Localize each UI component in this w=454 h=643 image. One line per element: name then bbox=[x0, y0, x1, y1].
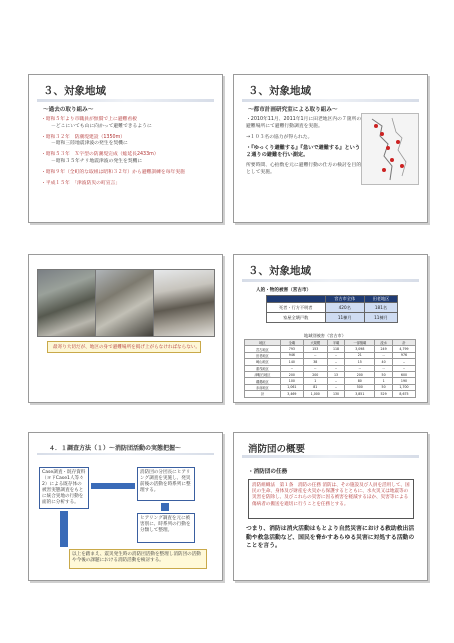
slide-5 bbox=[28, 432, 223, 581]
table-cell: 40 bbox=[375, 359, 393, 365]
table-cell: 529 bbox=[375, 391, 393, 397]
table-cell: 140 bbox=[280, 359, 303, 365]
table-cell: 1,700 bbox=[392, 384, 415, 390]
table-header: 一部損壊 bbox=[345, 340, 375, 346]
list-item: ・平成１５年 「津波防災の町宣言」 bbox=[41, 180, 121, 186]
title-underline bbox=[242, 279, 419, 282]
list-item: ・昭和５年より市職員が無償で上に避難看板 －どこにいても山に向かって避難できるように bbox=[41, 117, 152, 129]
list-item: ・昭和３２年 防潮堤建設（1350m） －昭和三陸地震津波の発生を契機に bbox=[41, 134, 128, 147]
slide-title: ４．１調査方法（１）～消防団活動の実態把握～ bbox=[49, 445, 182, 452]
table-cell: -- bbox=[392, 359, 415, 365]
slide-3 bbox=[28, 254, 223, 403]
method-conclusion-box: 以上を踏まえ、震災発生時の消防団活動を整理し消防団の活動や今後の課題における消防活動を検討する。 bbox=[69, 549, 207, 569]
table-cell: 200 bbox=[345, 371, 375, 377]
table-cell: 8,675 bbox=[392, 391, 415, 397]
list-item: →１０３名の協力が得られた。 bbox=[246, 134, 313, 140]
arrow-down-icon bbox=[60, 511, 68, 547]
table-cell: 50 bbox=[375, 371, 393, 377]
slide-title: ３、対象地域 bbox=[248, 265, 311, 277]
photo-caption: 最寄り大切だが、地区の身で避難場所を掲げ上がらなければならない。 bbox=[47, 341, 201, 353]
title-underline bbox=[37, 99, 214, 102]
slide-1 bbox=[28, 74, 223, 223]
research-list bbox=[246, 117, 363, 181]
table-cell: 100 bbox=[280, 378, 303, 384]
table-cell: 1,061 bbox=[280, 384, 303, 390]
table-cell: 80 bbox=[345, 378, 375, 384]
table-header: 大規模 bbox=[303, 340, 327, 346]
table-cell: 崎山地区 bbox=[245, 359, 281, 365]
slide-subtitle: ～過去の取り組み～ bbox=[43, 107, 94, 113]
list-item: ・昭和９年（全町的な取組は昭和３２年）から避難訓練を毎年実施 bbox=[41, 169, 185, 175]
table-cell: -- bbox=[280, 365, 303, 371]
table-header: 田老地区 bbox=[364, 296, 397, 303]
slide-title: ３、対象地域 bbox=[43, 85, 106, 97]
table-cell: 3,469 bbox=[280, 391, 303, 397]
table-cell: 946 bbox=[280, 352, 303, 358]
table-cell: 13 bbox=[327, 371, 345, 377]
bullet-heading: ・消防団の任務 bbox=[248, 469, 288, 475]
table-cell: 118 bbox=[327, 346, 345, 352]
table-cell: 81 bbox=[303, 384, 327, 390]
table-header: 宮古市全体 bbox=[325, 296, 364, 303]
table-cell: -- bbox=[327, 384, 345, 390]
table-cell: 3,098 bbox=[345, 346, 375, 352]
table-cell: -- bbox=[375, 365, 393, 371]
list-item: ・2010年11月、2011年1月に田老地区内の７箇所の避難場所にて避難行動調査を実施。 bbox=[246, 117, 362, 129]
table-cell: 宮古地区 bbox=[245, 346, 281, 352]
slide-subtitle: ～都市計画研究室による取り組み～ bbox=[248, 107, 338, 113]
table-cell: 500 bbox=[345, 384, 375, 390]
table-cell: 976 bbox=[392, 352, 415, 358]
title-underline bbox=[242, 455, 419, 458]
table-header: 全壊 bbox=[280, 340, 303, 346]
table-header: 計 bbox=[392, 340, 415, 346]
photo-snowy-hill bbox=[153, 269, 215, 337]
list-item: ・『ゆっくり避難する』『急いで避難する』という２通りの避難を行い測定。 bbox=[246, 145, 361, 159]
table-cell: 3,851 bbox=[345, 391, 375, 397]
table-cell: 1 bbox=[375, 378, 393, 384]
table-cell: 21 bbox=[345, 352, 375, 358]
slide-6 bbox=[233, 432, 428, 581]
arrow-down-icon bbox=[161, 503, 169, 511]
table-header bbox=[267, 296, 326, 303]
table-cell: 200 bbox=[303, 371, 327, 377]
table-row bbox=[245, 391, 416, 397]
table-cell: -- bbox=[345, 365, 375, 371]
title-underline bbox=[242, 99, 419, 102]
damage-summary-table bbox=[266, 295, 398, 323]
table-cell: 249 bbox=[375, 346, 393, 352]
table-cell: 津軽石地区 bbox=[245, 371, 281, 377]
table-cell: -- bbox=[327, 365, 345, 371]
table-cell: -- bbox=[327, 352, 345, 358]
table-cell: 15 bbox=[345, 359, 375, 365]
table-title: 地域別被害（宮古市） bbox=[304, 333, 346, 338]
history-list bbox=[41, 117, 212, 191]
slide-title: ３、対象地域 bbox=[248, 85, 311, 97]
slide-2 bbox=[233, 74, 428, 223]
table-cell: 1,000 bbox=[303, 391, 327, 397]
table-cell: 130 bbox=[327, 391, 345, 397]
table-cell: 赤前地区 bbox=[245, 384, 281, 390]
regional-damage-table bbox=[244, 339, 416, 398]
table-cell: 重茂地区 bbox=[245, 365, 281, 371]
table-cell: 計 bbox=[245, 391, 281, 397]
table-cell: 190 bbox=[392, 378, 415, 384]
table-cell: -- bbox=[392, 365, 415, 371]
law-quote-box: 消防組織法 第１条 消防の任務 消防は、その施設及び人員を活用して、国民の生命、身体及び財産を火災から保護するとともに、水火災又は地震等の災害を防除し、及びこれらの災害に因る被害を軽減するほか、災害等による傷病者の搬送を適切に行うことを任務とする。 bbox=[248, 479, 414, 519]
table-header: 地区 bbox=[245, 340, 281, 346]
slide-4 bbox=[233, 254, 428, 403]
table-cell: -- bbox=[327, 359, 345, 365]
table-cell: -- bbox=[375, 352, 393, 358]
title-underline bbox=[37, 453, 214, 455]
table-cell: 200 bbox=[280, 371, 303, 377]
conclusion-text: つまり、消防は消火活動はもとより自然災害における救助救出活動や救急活動など、国民を脅かすあらゆる災害に対処する活動のことを言う。 bbox=[246, 526, 415, 550]
table-cell: 磯鶏地区 bbox=[245, 378, 281, 384]
table-header: 浸水 bbox=[375, 340, 393, 346]
list-item: ・昭和５３年 Ｘ字型の防潮堤完成（総延長2433m） －昭和３５年チリ地震津波の発生を契機に bbox=[41, 152, 159, 164]
table-row: 家屋全壊戸数 11棟月 11棟月 bbox=[267, 313, 398, 323]
table-row: 死者・行方不明者 420名 181名 bbox=[267, 303, 398, 313]
method-box-1: Case調査・既存資料（ヨドCase1人等々2）による既存体の被害実態調査をもとに統合実地の行動を面的に分析する。 bbox=[39, 467, 89, 509]
table-cell: 153 bbox=[303, 346, 327, 352]
method-box-2: 消防団の分団長にヒアリング調査を実施し、発災前後の活動を時系列に整理する。 bbox=[137, 467, 195, 501]
list-item: 所要時間、心拍数を元に避難行動の仕方の検討を目的として実施。 bbox=[246, 162, 362, 175]
method-box-3: ヒアリング調査を元に被害別に、時系列の行動を分類して整理。 bbox=[137, 513, 195, 543]
slide-title: 消防団の概要 bbox=[248, 444, 306, 455]
photo-evacuation-path bbox=[95, 269, 155, 337]
table-cell: 38 bbox=[303, 359, 327, 365]
table-cell: 1 bbox=[303, 378, 327, 384]
table-cell: -- bbox=[303, 365, 327, 371]
table-cell: 600 bbox=[392, 371, 415, 377]
table-header: 半壊 bbox=[327, 340, 345, 346]
arrow-right-icon bbox=[91, 483, 135, 489]
table-title: 人的・物的被害（宮古市） bbox=[256, 288, 312, 293]
table-cell: 793 bbox=[280, 346, 303, 352]
table-cell: 田老地区 bbox=[245, 352, 281, 358]
table-cell: -- bbox=[303, 352, 327, 358]
table-cell: 4,799 bbox=[392, 346, 415, 352]
table-cell: 50 bbox=[375, 384, 393, 390]
table-cell: -- bbox=[327, 378, 345, 384]
map-icon bbox=[361, 113, 419, 185]
photo-evacuation-stairs bbox=[37, 269, 97, 337]
